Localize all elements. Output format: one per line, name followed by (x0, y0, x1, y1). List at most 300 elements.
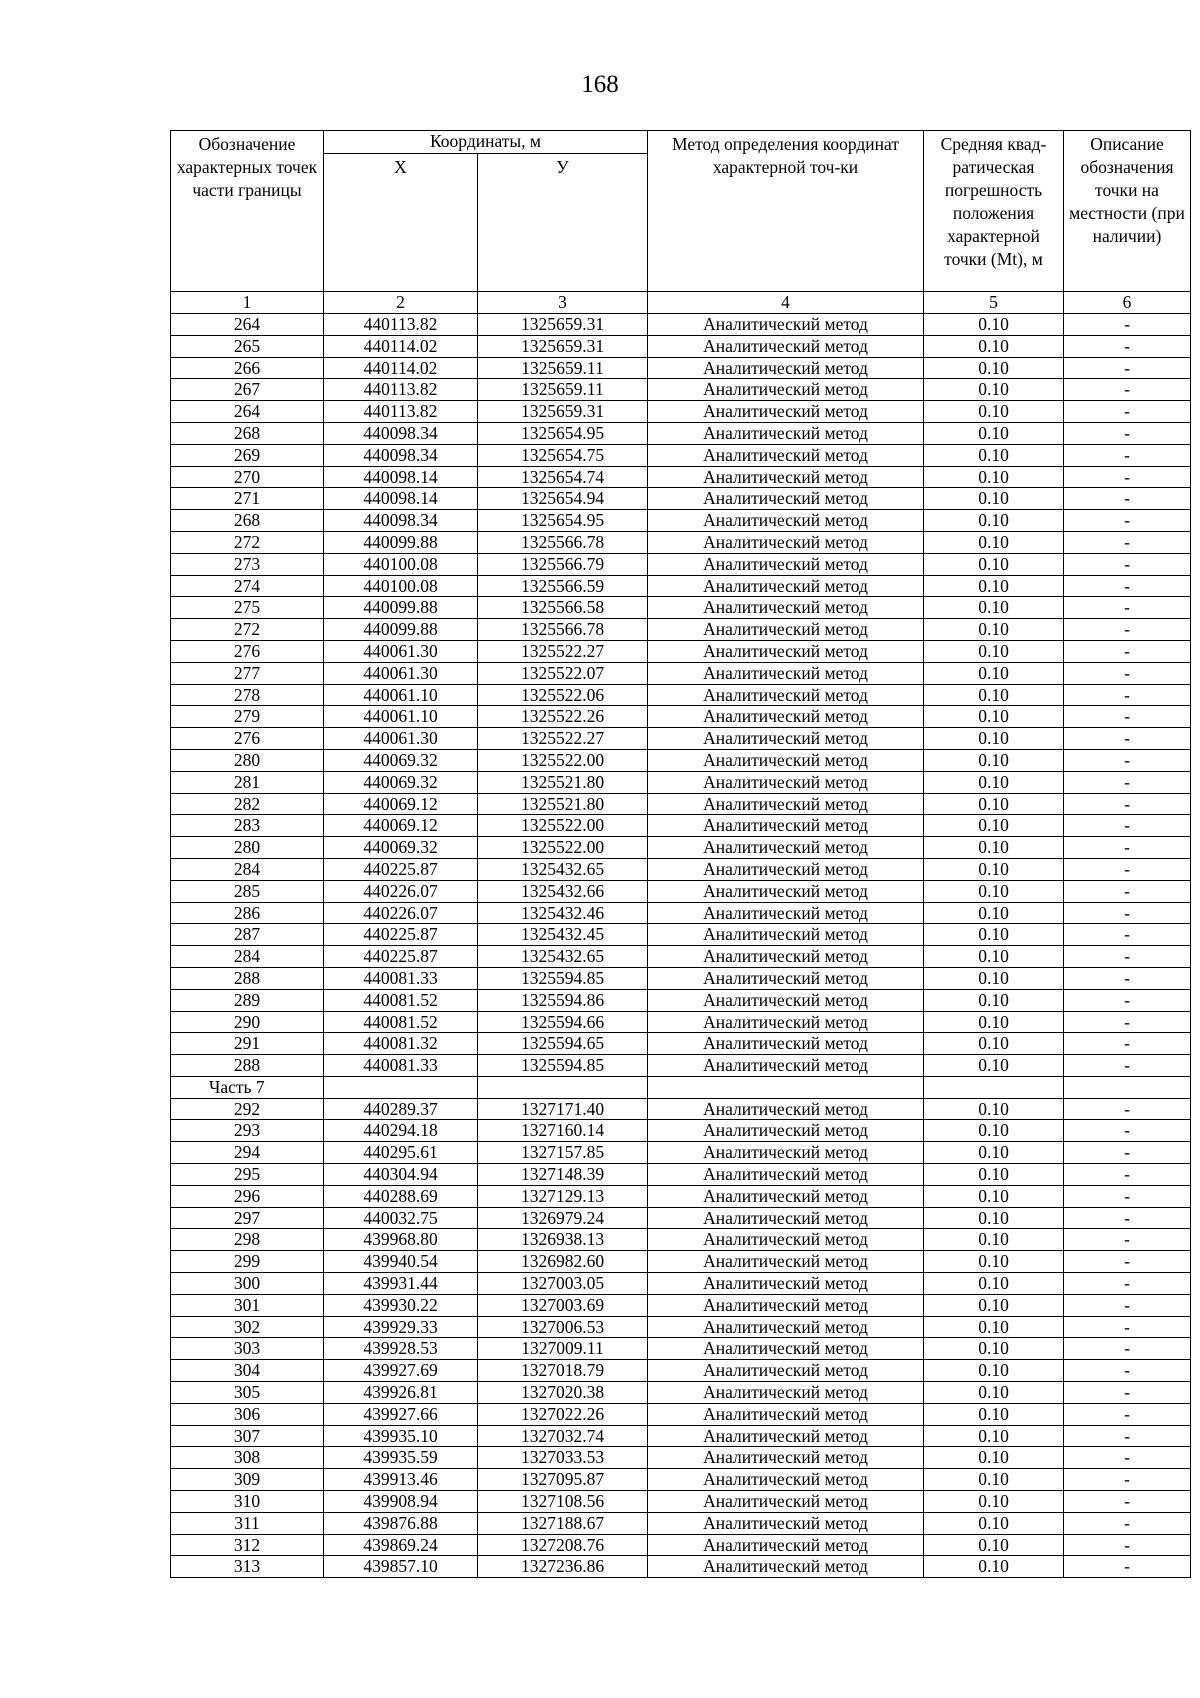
cell-y: 1327236.86 (478, 1556, 648, 1578)
cell-y: 1325566.58 (478, 597, 648, 619)
cell-method: Аналитический метод (648, 1164, 924, 1186)
cell-y: 1325432.65 (478, 946, 648, 968)
cell-point: 272 (171, 619, 324, 641)
cell-y: 1326979.24 (478, 1207, 648, 1229)
table-row (171, 1164, 1191, 1186)
cell-error: 0.10 (924, 880, 1064, 902)
cell-x: 440069.32 (324, 749, 478, 771)
cell-y: 1325522.00 (478, 749, 648, 771)
cell-error: 0.10 (924, 749, 1064, 771)
cell-description: - (1064, 1033, 1191, 1055)
cell-description: - (1064, 1011, 1191, 1033)
cell-x: 440295.61 (324, 1142, 478, 1164)
cell-description: - (1064, 1294, 1191, 1316)
cell-y: 1325521.80 (478, 793, 648, 815)
cell-y: 1325594.86 (478, 989, 648, 1011)
cell-point: 283 (171, 815, 324, 837)
table-row (171, 1120, 1191, 1142)
cell-x: 440061.30 (324, 662, 478, 684)
cell-description: - (1064, 728, 1191, 750)
cell-description: - (1064, 771, 1191, 793)
cell-description: - (1064, 1120, 1191, 1142)
table-row (171, 575, 1191, 597)
cell-y: 1325432.46 (478, 902, 648, 924)
cell-point: 272 (171, 531, 324, 553)
cell-description: - (1064, 531, 1191, 553)
coordinates-table (170, 130, 1191, 1578)
table-row (171, 1447, 1191, 1469)
cell-description: - (1064, 684, 1191, 706)
cell-y: 1327160.14 (478, 1120, 648, 1142)
cell-x: 440069.32 (324, 771, 478, 793)
cell-x: 439935.59 (324, 1447, 478, 1469)
cell-x: 440081.52 (324, 989, 478, 1011)
cell-point: 302 (171, 1316, 324, 1338)
cell-y: 1327208.76 (478, 1534, 648, 1556)
cell-error: 0.10 (924, 422, 1064, 444)
cell-y: 1327009.11 (478, 1338, 648, 1360)
cell-error: 0.10 (924, 488, 1064, 510)
cell-point: 265 (171, 335, 324, 357)
cell-method: Аналитический метод (648, 1120, 924, 1142)
cell-y: 1325654.75 (478, 444, 648, 466)
table-row (171, 1055, 1191, 1077)
cell-y: 1325654.94 (478, 488, 648, 510)
cell-description: - (1064, 1512, 1191, 1534)
cell-y: 1327148.39 (478, 1164, 648, 1186)
cell-y: 1325566.59 (478, 575, 648, 597)
cell-y: 1327188.67 (478, 1512, 648, 1534)
cell-point: 267 (171, 379, 324, 401)
cell-x: 440061.10 (324, 706, 478, 728)
cell-method: Аналитический метод (648, 357, 924, 379)
cell-y: 1327003.69 (478, 1294, 648, 1316)
cell-error: 0.10 (924, 1556, 1064, 1578)
cell-point: 288 (171, 1055, 324, 1077)
cell-description: - (1064, 597, 1191, 619)
cell-description: - (1064, 1534, 1191, 1556)
header-error: Средняя квад-ратическая погрешность положения характерной точки (Мt), м (924, 131, 1064, 292)
table-row (171, 1425, 1191, 1447)
cell-point: 274 (171, 575, 324, 597)
cell-error: 0.10 (924, 1207, 1064, 1229)
cell-method: Аналитический метод (648, 924, 924, 946)
cell-error: 0.10 (924, 335, 1064, 357)
cell-description: - (1064, 1338, 1191, 1360)
cell-error: 0.10 (924, 728, 1064, 750)
cell-y: 1325654.74 (478, 466, 648, 488)
cell-method: Аналитический метод (648, 1273, 924, 1295)
cell-y: 1325521.80 (478, 771, 648, 793)
table-row (171, 1251, 1191, 1273)
cell-error: 0.10 (924, 444, 1064, 466)
cell-point: 313 (171, 1556, 324, 1578)
cell-method: Аналитический метод (648, 1229, 924, 1251)
cell-y: 1327006.53 (478, 1316, 648, 1338)
cell-error: 0.10 (924, 1491, 1064, 1513)
cell-error: 0.10 (924, 902, 1064, 924)
cell-x: 440289.37 (324, 1098, 478, 1120)
cell-point: 311 (171, 1512, 324, 1534)
table-row (171, 946, 1191, 968)
cell-x: 439927.66 (324, 1403, 478, 1425)
cell-x: 440114.02 (324, 335, 478, 357)
cell-method: Аналитический метод (648, 314, 924, 336)
cell-point: 305 (171, 1382, 324, 1404)
cell-x: 440226.07 (324, 902, 478, 924)
cell-x: 440061.10 (324, 684, 478, 706)
cell-error: 0.10 (924, 967, 1064, 989)
table-row (171, 706, 1191, 728)
cell-description: - (1064, 510, 1191, 532)
cell-x: 439926.81 (324, 1382, 478, 1404)
cell-error: 0.10 (924, 1273, 1064, 1295)
cell-description: - (1064, 837, 1191, 859)
cell-x: 440098.34 (324, 422, 478, 444)
cell-point: 278 (171, 684, 324, 706)
cell-x: 440081.52 (324, 1011, 478, 1033)
cell-description: - (1064, 793, 1191, 815)
cell-point: 304 (171, 1360, 324, 1382)
cell-point: 264 (171, 314, 324, 336)
cell-method: Аналитический метод (648, 335, 924, 357)
table-row (171, 662, 1191, 684)
cell-point: 290 (171, 1011, 324, 1033)
cell-method: Аналитический метод (648, 531, 924, 553)
table-row (171, 401, 1191, 423)
header-coordinates: Координаты, м (324, 131, 648, 154)
cell-x: 440226.07 (324, 880, 478, 902)
cell-description: - (1064, 619, 1191, 641)
cell-x: 439931.44 (324, 1273, 478, 1295)
cell-x: 440114.02 (324, 357, 478, 379)
cell-method: Аналитический метод (648, 1360, 924, 1382)
cell-x: 440113.82 (324, 401, 478, 423)
cell-error: 0.10 (924, 684, 1064, 706)
cell-y: 1326938.13 (478, 1229, 648, 1251)
cell-point: 284 (171, 946, 324, 968)
cell-method: Аналитический метод (648, 401, 924, 423)
cell-y: 1325594.65 (478, 1033, 648, 1055)
cell-y: 1325522.07 (478, 662, 648, 684)
cell-error: 0.10 (924, 575, 1064, 597)
table-row (171, 640, 1191, 662)
cell-error: 0.10 (924, 357, 1064, 379)
cell-error: 0.10 (924, 1011, 1064, 1033)
cell-point: 289 (171, 989, 324, 1011)
table-row (171, 444, 1191, 466)
cell-error: 0.10 (924, 640, 1064, 662)
cell-point: 295 (171, 1164, 324, 1186)
cell-description: - (1064, 1251, 1191, 1273)
cell-y: 1325522.00 (478, 837, 648, 859)
cell-method: Аналитический метод (648, 946, 924, 968)
page-number: 168 (581, 71, 619, 98)
cell-method: Аналитический метод (648, 553, 924, 575)
cell-error: 0.10 (924, 837, 1064, 859)
cell-error: 0.10 (924, 989, 1064, 1011)
cell-description: - (1064, 924, 1191, 946)
cell-x: 440098.34 (324, 510, 478, 532)
cell-method: Аналитический метод (648, 793, 924, 815)
table-row (171, 837, 1191, 859)
cell-error: 0.10 (924, 1360, 1064, 1382)
cell-method: Аналитический метод (648, 1316, 924, 1338)
cell-y: 1326982.60 (478, 1251, 648, 1273)
cell-description: - (1064, 1556, 1191, 1578)
cell-x: 439935.10 (324, 1425, 478, 1447)
cell-error: 0.10 (924, 1534, 1064, 1556)
cell-point: 276 (171, 728, 324, 750)
cell-point: 282 (171, 793, 324, 815)
cell-y: 1325432.65 (478, 858, 648, 880)
cell-method: Аналитический метод (648, 1338, 924, 1360)
cell-method: Аналитический метод (648, 815, 924, 837)
cell-point: 281 (171, 771, 324, 793)
table-row (171, 1403, 1191, 1425)
part-label: Часть 7 (171, 1076, 324, 1098)
cell-x: 440098.14 (324, 488, 478, 510)
cell-x: 439968.80 (324, 1229, 478, 1251)
cell-point: 310 (171, 1491, 324, 1513)
cell-point: 275 (171, 597, 324, 619)
cell-point: 312 (171, 1534, 324, 1556)
table-row (171, 1338, 1191, 1360)
column-number: 3 (478, 292, 648, 314)
cell-point: 306 (171, 1403, 324, 1425)
cell-x: 440294.18 (324, 1120, 478, 1142)
table-header (171, 131, 1191, 314)
cell-description: - (1064, 1316, 1191, 1338)
column-number: 4 (648, 292, 924, 314)
cell-error: 0.10 (924, 771, 1064, 793)
cell-y: 1325566.78 (478, 619, 648, 641)
table-row (171, 314, 1191, 336)
table-row (171, 422, 1191, 444)
cell-method: Аналитический метод (648, 1142, 924, 1164)
table-row (171, 1207, 1191, 1229)
cell-point: 280 (171, 837, 324, 859)
cell-error: 0.10 (924, 1120, 1064, 1142)
table-row (171, 1360, 1191, 1382)
cell-method: Аналитический метод (648, 1207, 924, 1229)
cell-error: 0.10 (924, 1338, 1064, 1360)
cell-x: 440225.87 (324, 946, 478, 968)
cell-point: 276 (171, 640, 324, 662)
table-row (171, 989, 1191, 1011)
cell-method: Аналитический метод (648, 1512, 924, 1534)
table-row (171, 815, 1191, 837)
cell-method: Аналитический метод (648, 662, 924, 684)
table-row (171, 1229, 1191, 1251)
empty-cell (648, 1076, 924, 1098)
cell-point: 307 (171, 1425, 324, 1447)
cell-x: 440032.75 (324, 1207, 478, 1229)
cell-point: 286 (171, 902, 324, 924)
cell-point: 268 (171, 510, 324, 532)
cell-error: 0.10 (924, 553, 1064, 575)
cell-method: Аналитический метод (648, 989, 924, 1011)
cell-x: 440099.88 (324, 597, 478, 619)
cell-point: 269 (171, 444, 324, 466)
cell-description: - (1064, 575, 1191, 597)
cell-description: - (1064, 1469, 1191, 1491)
cell-point: 298 (171, 1229, 324, 1251)
cell-y: 1327022.26 (478, 1403, 648, 1425)
cell-method: Аналитический метод (648, 1403, 924, 1425)
cell-method: Аналитический метод (648, 1011, 924, 1033)
cell-method: Аналитический метод (648, 1251, 924, 1273)
cell-point: 264 (171, 401, 324, 423)
column-number-row (171, 292, 1191, 314)
cell-description: - (1064, 858, 1191, 880)
cell-description: - (1064, 335, 1191, 357)
table-row (171, 1273, 1191, 1295)
cell-error: 0.10 (924, 1033, 1064, 1055)
cell-method: Аналитический метод (648, 575, 924, 597)
cell-method: Аналитический метод (648, 902, 924, 924)
cell-y: 1325659.11 (478, 379, 648, 401)
cell-description: - (1064, 989, 1191, 1011)
cell-method: Аналитический метод (648, 771, 924, 793)
cell-method: Аналитический метод (648, 1382, 924, 1404)
cell-method: Аналитический метод (648, 1185, 924, 1207)
cell-x: 439928.53 (324, 1338, 478, 1360)
table-row (171, 1382, 1191, 1404)
cell-x: 440113.82 (324, 379, 478, 401)
header-x: Х (324, 154, 478, 292)
table-row (171, 510, 1191, 532)
cell-error: 0.10 (924, 1512, 1064, 1534)
cell-method: Аналитический метод (648, 684, 924, 706)
cell-y: 1327033.53 (478, 1447, 648, 1469)
cell-method: Аналитический метод (648, 1294, 924, 1316)
table-row (171, 531, 1191, 553)
cell-method: Аналитический метод (648, 880, 924, 902)
table-row (171, 749, 1191, 771)
cell-x: 440098.14 (324, 466, 478, 488)
cell-y: 1327157.85 (478, 1142, 648, 1164)
table-body (171, 314, 1191, 1578)
cell-description: - (1064, 1273, 1191, 1295)
cell-x: 440061.30 (324, 728, 478, 750)
empty-cell (1064, 1076, 1191, 1098)
cell-x: 440069.32 (324, 837, 478, 859)
table-row (171, 597, 1191, 619)
cell-method: Аналитический метод (648, 510, 924, 532)
cell-error: 0.10 (924, 314, 1064, 336)
cell-x: 440100.08 (324, 553, 478, 575)
cell-method: Аналитический метод (648, 488, 924, 510)
cell-method: Аналитический метод (648, 1033, 924, 1055)
empty-cell (924, 1076, 1064, 1098)
cell-method: Аналитический метод (648, 640, 924, 662)
cell-description: - (1064, 1142, 1191, 1164)
cell-x: 439869.24 (324, 1534, 478, 1556)
cell-y: 1327108.56 (478, 1491, 648, 1513)
table-row (171, 1011, 1191, 1033)
cell-point: 279 (171, 706, 324, 728)
cell-error: 0.10 (924, 619, 1064, 641)
table-row (171, 357, 1191, 379)
cell-description: - (1064, 1229, 1191, 1251)
table-row (171, 880, 1191, 902)
cell-y: 1325522.26 (478, 706, 648, 728)
column-number: 1 (171, 292, 324, 314)
table-row (171, 684, 1191, 706)
cell-method: Аналитический метод (648, 858, 924, 880)
header-y: У (478, 154, 648, 292)
table-row (171, 335, 1191, 357)
cell-point: 300 (171, 1273, 324, 1295)
cell-error: 0.10 (924, 401, 1064, 423)
cell-description: - (1064, 357, 1191, 379)
table-row (171, 1469, 1191, 1491)
cell-x: 439857.10 (324, 1556, 478, 1578)
cell-description: - (1064, 422, 1191, 444)
cell-error: 0.10 (924, 1403, 1064, 1425)
cell-y: 1327003.05 (478, 1273, 648, 1295)
cell-y: 1325659.31 (478, 401, 648, 423)
cell-x: 440098.34 (324, 444, 478, 466)
header-designation: Обозначение характерных точек части границы (171, 131, 324, 292)
table-row (171, 793, 1191, 815)
cell-method: Аналитический метод (648, 749, 924, 771)
cell-method: Аналитический метод (648, 1098, 924, 1120)
cell-description: - (1064, 1425, 1191, 1447)
table-row (171, 1316, 1191, 1338)
cell-method: Аналитический метод (648, 1556, 924, 1578)
cell-method: Аналитический метод (648, 1469, 924, 1491)
table-row (171, 466, 1191, 488)
cell-x: 440099.88 (324, 531, 478, 553)
empty-cell (478, 1076, 648, 1098)
cell-y: 1325659.11 (478, 357, 648, 379)
cell-x: 440069.12 (324, 793, 478, 815)
cell-y: 1325594.66 (478, 1011, 648, 1033)
cell-point: 297 (171, 1207, 324, 1229)
cell-description: - (1064, 640, 1191, 662)
cell-error: 0.10 (924, 466, 1064, 488)
cell-y: 1325659.31 (478, 314, 648, 336)
cell-y: 1325522.27 (478, 640, 648, 662)
cell-method: Аналитический метод (648, 1447, 924, 1469)
cell-method: Аналитический метод (648, 1491, 924, 1513)
cell-description: - (1064, 662, 1191, 684)
cell-y: 1327018.79 (478, 1360, 648, 1382)
cell-point: 285 (171, 880, 324, 902)
cell-point: 277 (171, 662, 324, 684)
cell-x: 440100.08 (324, 575, 478, 597)
cell-point: 296 (171, 1185, 324, 1207)
cell-description: - (1064, 314, 1191, 336)
cell-description: - (1064, 946, 1191, 968)
cell-description: - (1064, 902, 1191, 924)
cell-error: 0.10 (924, 531, 1064, 553)
cell-point: 271 (171, 488, 324, 510)
cell-point: 288 (171, 967, 324, 989)
header-method: Метод определения координат характерной точ-ки (648, 131, 924, 292)
table-row (171, 967, 1191, 989)
cell-y: 1327032.74 (478, 1425, 648, 1447)
cell-x: 439913.46 (324, 1469, 478, 1491)
cell-description: - (1064, 444, 1191, 466)
table-row (171, 553, 1191, 575)
cell-description: - (1064, 1360, 1191, 1382)
table-row (171, 1142, 1191, 1164)
cell-x: 439876.88 (324, 1512, 478, 1534)
cell-x: 439927.69 (324, 1360, 478, 1382)
